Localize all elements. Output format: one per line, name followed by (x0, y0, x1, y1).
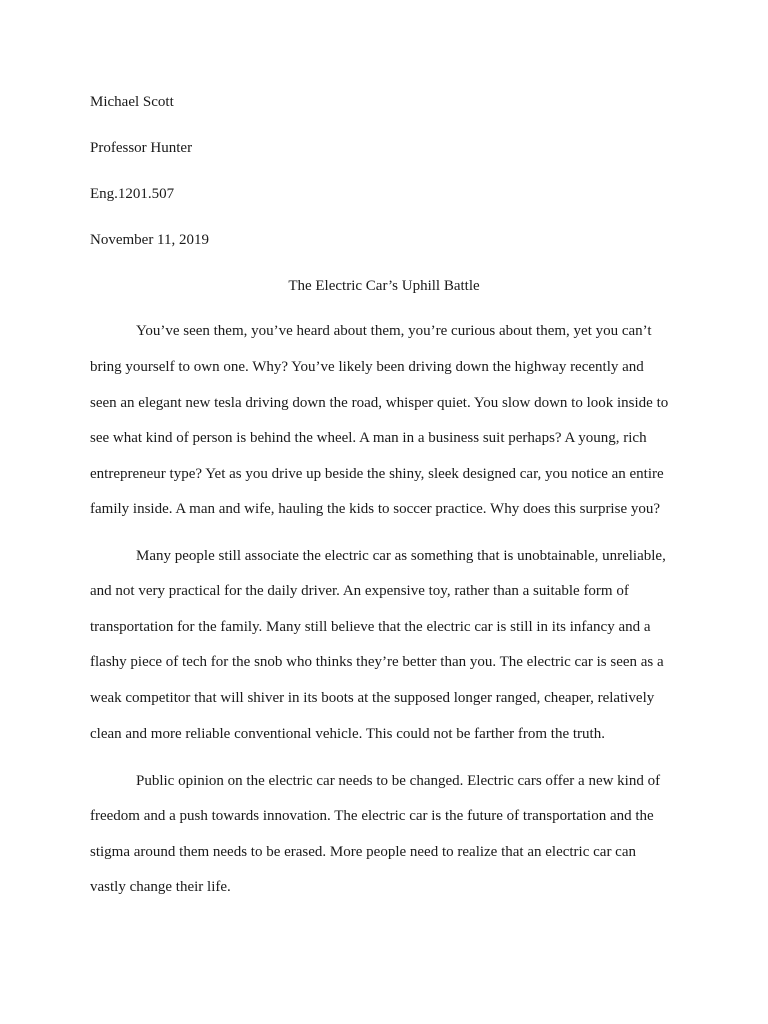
paragraph-line: Public opinion on the electric car needs to be changed. Electric cars offer a new kind of (136, 773, 661, 789)
paragraph-line: see what kind of person is behind the wheel. A man in a business suit perhaps? A young, rich (90, 430, 647, 446)
paragraph-line: seen an elegant new tesla driving down the road, whisper quiet. You slow down to look inside to (90, 395, 669, 411)
paragraph-line: and not very practical for the daily driver. An expensive toy, rather than a suitable form of (90, 583, 629, 599)
author-name: Michael Scott (90, 94, 174, 110)
course-code: Eng.1201.507 (90, 186, 175, 202)
paragraph-line: transportation for the family. Many still believe that the electric car is still in its infancy and a (90, 619, 651, 635)
paragraph-line: family inside. A man and wife, hauling the kids to soccer practice. Why does this surprise you? (90, 501, 661, 517)
paragraph-line: bring yourself to own one. Why? You’ve likely been driving down the highway recently and (90, 359, 644, 375)
paragraph-line: flashy piece of tech for the snob who thinks they’re better than you. The electric car is seen as a (90, 654, 664, 670)
paragraph-line: entrepreneur type? Yet as you drive up beside the shiny, sleek designed car, you notice an entire (90, 466, 664, 482)
paragraph-line: vastly change their life. (90, 879, 231, 895)
paragraph-line: You’ve seen them, you’ve heard about them, you’re curious about them, yet you can’t (136, 323, 652, 339)
essay-date: November 11, 2019 (90, 232, 210, 248)
paragraph-line: Many people still associate the electric car as something that is unobtainable, unreliable, (136, 548, 666, 564)
paragraph-line: weak competitor that will shiver in its boots at the supposed longer ranged, cheaper, relatively (90, 690, 655, 706)
paragraph-line: clean and more reliable conventional vehicle. This could not be farther from the truth. (90, 726, 605, 742)
paragraph-line: freedom and a push towards innovation. The electric car is the future of transportation and the (90, 808, 654, 824)
instructor-name: Professor Hunter (90, 140, 193, 156)
essay-title: The Electric Car’s Uphill Battle (288, 278, 480, 294)
paragraph-line: stigma around them needs to be erased. More people need to realize that an electric car can (90, 844, 636, 860)
